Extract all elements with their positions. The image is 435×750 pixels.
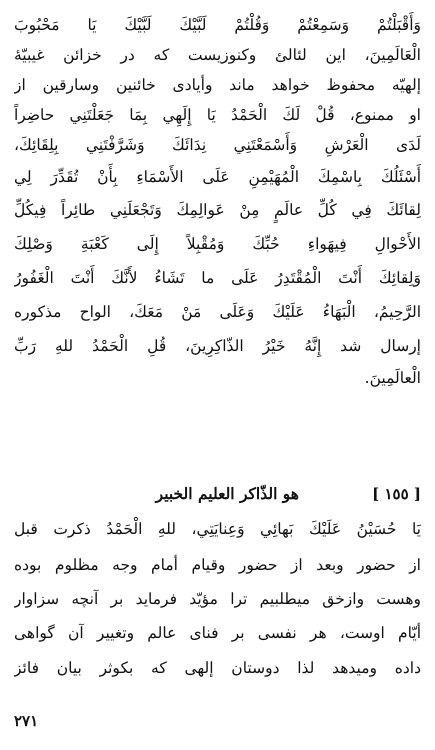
text-line: لَدَى الْعَرْشِ وَأَسْمَعْتَنِي نِدَائَكَ وَشَرَّفْتَنِي بِلِقَائِكَ، xyxy=(14,136,421,154)
text-line: لِقائَكَ فِي كُلِّ عالَمٍ مِنْ عَوالِمِكَ وَتَجْعَلَنِي طائِراً فِيكُلِّ xyxy=(14,201,421,219)
text-line: وهست وازخق ميطلبيم ترا مؤيّد فرمايد بر آنچه سزاوار xyxy=(14,590,421,608)
section-title: هو الذّاكر العليم الخبير xyxy=(155,484,299,503)
text-line: الْعَالَمِينَ، اين لئالئ وكنوزيست كه در خزائن غيبيّهٔ xyxy=(14,46,421,64)
text-line: از حضور وبعد از حضور وقيام أمام وجه مظلوم بوده xyxy=(14,556,421,574)
text-line: الأَحْوالِ فِيهَواءِ حُبِّكَ وَمُقْبِلاً إِلَى كَعْبَةِ وَصْلِكَ xyxy=(14,235,421,253)
page-number: ٢٧١ xyxy=(14,712,39,730)
text-line: أيّام اوست، هر نفسى بر فناى عالم وتغيير آن گواهى xyxy=(14,624,421,642)
text-line: الْعالَمِينَ. xyxy=(364,369,421,387)
text-line: إرسال شد إِنَّهُ خَيْرُ الذّاكِرِينَ، قُلِ الْحَمْدُ للهِ رَبِّ xyxy=(14,337,421,355)
text-line: إلهيّه محفوظ خواهد ماند وأيادی خائنين وسارقين از xyxy=(14,76,421,94)
text-line: وَلِقائِكَ أَنْتَ الْمُقْتَدِرُ عَلَى ما تَشَاءُ لأَنَّكَ أَنْتَ الْغَفُورُ xyxy=(14,269,421,287)
text-line: أَسْئَلُكَ بِاسْمِكَ الْمُهَيْمِنِ عَلَى الأَسْمَاءِ بِأَنْ تُقَدِّرَ لِي xyxy=(14,168,421,186)
text-line: الرَّحِيمُ، الْبَهَاءُ عَلَيْكَ وَعَلَى مَنْ مَعَكَ، الواح مذكوره xyxy=(14,303,421,321)
section-heading xyxy=(14,479,421,509)
text-line: يَا حُسَيْنُ عَلَيْكَ بَهائِي وَعِنايَتِي، للهِ الْحَمْدُ ذكرت قبل xyxy=(14,520,421,538)
text-line: داده وميدهد لذا دوستان إلهى كه بكوثر بيان فائز xyxy=(14,659,421,677)
section-number: [ ١٥٥ ] xyxy=(372,485,421,503)
text-line: او ممنوع، قُلْ لَكَ الْحَمْدُ يَا إِلَهِي بِمَا جَعَلْتَنِي حاضِراً xyxy=(14,106,421,124)
text-line: وَأَقْبَلْتُمْ وَسَمِعْتُمْ وَقُلْتُمْ لَبَّيْكَ لَبَّيْكَ يَا مَحْبُوبَ xyxy=(14,16,421,34)
